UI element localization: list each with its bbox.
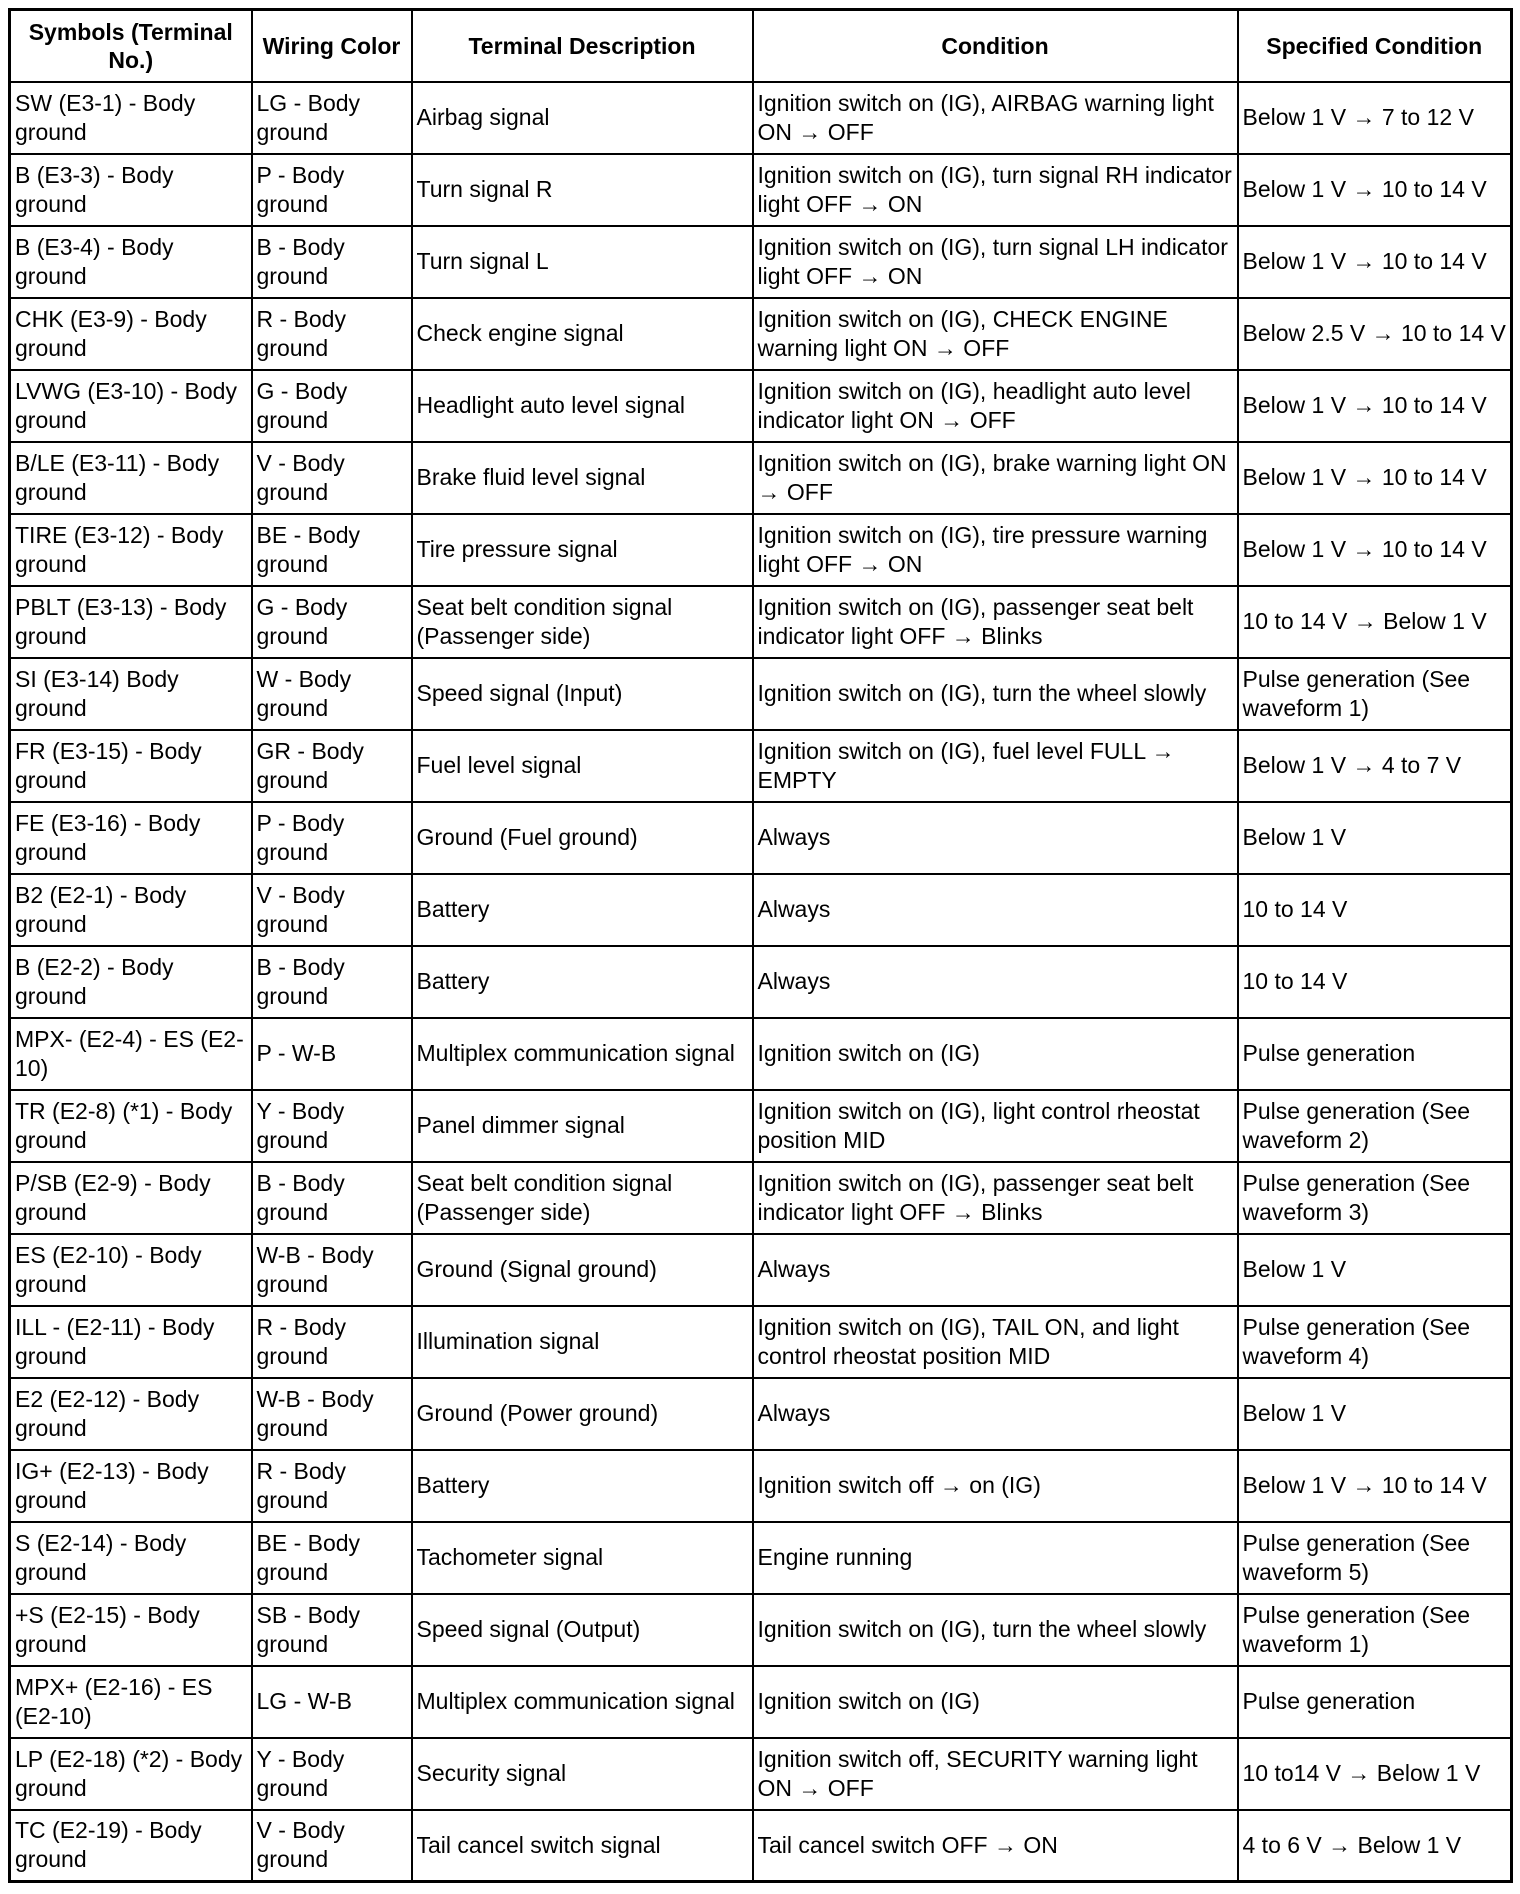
cell-symbol: FR (E3-15) - Body ground bbox=[10, 730, 252, 802]
cell-condition: Ignition switch on (IG), headlight auto level indicator light ON → OFF bbox=[753, 370, 1238, 442]
cell-wiring-color: B - Body ground bbox=[252, 946, 412, 1018]
cell-symbol: CHK (E3-9) - Body ground bbox=[10, 298, 252, 370]
cell-wiring-color: V - Body ground bbox=[252, 874, 412, 946]
cell-specified-condition: 10 to 14 V → Below 1 V bbox=[1238, 586, 1512, 658]
cell-specified-condition: Below 1 V → 10 to 14 V bbox=[1238, 154, 1512, 226]
cell-specified-condition: Pulse generation (See waveform 2) bbox=[1238, 1090, 1512, 1162]
cell-terminal-description: Seat belt condition signal (Passenger side) bbox=[412, 1162, 753, 1234]
cell-wiring-color: R - Body ground bbox=[252, 1450, 412, 1522]
cell-specified-condition: Below 1 V → 7 to 12 V bbox=[1238, 82, 1512, 154]
cell-symbol: B (E3-3) - Body ground bbox=[10, 154, 252, 226]
cell-specified-condition: Below 1 V bbox=[1238, 1234, 1512, 1306]
table-row bbox=[10, 514, 1512, 586]
cell-condition: Ignition switch on (IG), brake warning light ON → OFF bbox=[753, 442, 1238, 514]
cell-terminal-description: Tachometer signal bbox=[412, 1522, 753, 1594]
cell-wiring-color: BE - Body ground bbox=[252, 1522, 412, 1594]
table-row bbox=[10, 946, 1512, 1018]
cell-terminal-description: Tail cancel switch signal bbox=[412, 1810, 753, 1882]
cell-wiring-color: W-B - Body ground bbox=[252, 1234, 412, 1306]
cell-terminal-description: Speed signal (Output) bbox=[412, 1594, 753, 1666]
cell-terminal-description: Turn signal R bbox=[412, 154, 753, 226]
cell-wiring-color: G - Body ground bbox=[252, 370, 412, 442]
cell-condition: Ignition switch on (IG), light control rheostat position MID bbox=[753, 1090, 1238, 1162]
table-row bbox=[10, 442, 1512, 514]
cell-condition: Ignition switch off → on (IG) bbox=[753, 1450, 1238, 1522]
table-row bbox=[10, 298, 1512, 370]
header-row bbox=[10, 10, 1512, 82]
table-row bbox=[10, 1594, 1512, 1666]
cell-symbol: B/LE (E3-11) - Body ground bbox=[10, 442, 252, 514]
cell-symbol: MPX- (E2-4) - ES (E2-10) bbox=[10, 1018, 252, 1090]
cell-condition: Tail cancel switch OFF → ON bbox=[753, 1810, 1238, 1882]
table-row bbox=[10, 1018, 1512, 1090]
cell-condition: Engine running bbox=[753, 1522, 1238, 1594]
cell-wiring-color: GR - Body ground bbox=[252, 730, 412, 802]
cell-wiring-color: V - Body ground bbox=[252, 442, 412, 514]
cell-specified-condition: Pulse generation (See waveform 4) bbox=[1238, 1306, 1512, 1378]
cell-specified-condition: Pulse generation (See waveform 1) bbox=[1238, 1594, 1512, 1666]
cell-terminal-description: Battery bbox=[412, 874, 753, 946]
table-row bbox=[10, 1090, 1512, 1162]
cell-specified-condition: Below 1 V → 4 to 7 V bbox=[1238, 730, 1512, 802]
table-row bbox=[10, 1450, 1512, 1522]
table-row bbox=[10, 226, 1512, 298]
cell-symbol: PBLT (E3-13) - Body ground bbox=[10, 586, 252, 658]
cell-terminal-description: Panel dimmer signal bbox=[412, 1090, 753, 1162]
cell-symbol: LVWG (E3-10) - Body ground bbox=[10, 370, 252, 442]
table-row bbox=[10, 154, 1512, 226]
cell-symbol: E2 (E2-12) - Body ground bbox=[10, 1378, 252, 1450]
cell-terminal-description: Ground (Fuel ground) bbox=[412, 802, 753, 874]
cell-condition: Ignition switch on (IG), turn signal LH indicator light OFF → ON bbox=[753, 226, 1238, 298]
cell-wiring-color: R - Body ground bbox=[252, 1306, 412, 1378]
table-row bbox=[10, 658, 1512, 730]
table-row bbox=[10, 370, 1512, 442]
cell-symbol: FE (E3-16) - Body ground bbox=[10, 802, 252, 874]
cell-condition: Ignition switch on (IG), tire pressure warning light OFF → ON bbox=[753, 514, 1238, 586]
header-symbols: Symbols (Terminal No.) bbox=[10, 10, 252, 82]
cell-specified-condition: Pulse generation bbox=[1238, 1666, 1512, 1738]
cell-specified-condition: Below 1 V bbox=[1238, 1378, 1512, 1450]
cell-terminal-description: Illumination signal bbox=[412, 1306, 753, 1378]
table-row bbox=[10, 1666, 1512, 1738]
table-row bbox=[10, 730, 1512, 802]
cell-symbol: TC (E2-19) - Body ground bbox=[10, 1810, 252, 1882]
cell-specified-condition: Pulse generation (See waveform 5) bbox=[1238, 1522, 1512, 1594]
table-row bbox=[10, 1738, 1512, 1810]
cell-terminal-description: Turn signal L bbox=[412, 226, 753, 298]
cell-terminal-description: Brake fluid level signal bbox=[412, 442, 753, 514]
cell-specified-condition: Below 2.5 V → 10 to 14 V bbox=[1238, 298, 1512, 370]
cell-specified-condition: Below 1 V → 10 to 14 V bbox=[1238, 442, 1512, 514]
cell-symbol: +S (E2-15) - Body ground bbox=[10, 1594, 252, 1666]
table-row bbox=[10, 1162, 1512, 1234]
cell-wiring-color: LG - Body ground bbox=[252, 82, 412, 154]
cell-specified-condition: 10 to 14 V bbox=[1238, 874, 1512, 946]
cell-terminal-description: Battery bbox=[412, 946, 753, 1018]
cell-wiring-color: W - Body ground bbox=[252, 658, 412, 730]
cell-condition: Ignition switch on (IG), turn the wheel slowly bbox=[753, 1594, 1238, 1666]
cell-condition: Ignition switch on (IG), turn signal RH indicator light OFF → ON bbox=[753, 154, 1238, 226]
table-row bbox=[10, 1306, 1512, 1378]
cell-condition: Always bbox=[753, 1234, 1238, 1306]
cell-symbol: S (E2-14) - Body ground bbox=[10, 1522, 252, 1594]
cell-wiring-color: P - W-B bbox=[252, 1018, 412, 1090]
cell-condition: Always bbox=[753, 946, 1238, 1018]
cell-wiring-color: BE - Body ground bbox=[252, 514, 412, 586]
cell-condition: Ignition switch on (IG) bbox=[753, 1666, 1238, 1738]
cell-wiring-color: P - Body ground bbox=[252, 802, 412, 874]
cell-wiring-color: V - Body ground bbox=[252, 1810, 412, 1882]
cell-specified-condition: Pulse generation (See waveform 1) bbox=[1238, 658, 1512, 730]
cell-terminal-description: Speed signal (Input) bbox=[412, 658, 753, 730]
cell-wiring-color: R - Body ground bbox=[252, 298, 412, 370]
terminal-table bbox=[8, 8, 1513, 1883]
cell-symbol: ES (E2-10) - Body ground bbox=[10, 1234, 252, 1306]
cell-symbol: B2 (E2-1) - Body ground bbox=[10, 874, 252, 946]
header-terminal-description: Terminal Description bbox=[412, 10, 753, 82]
cell-condition: Ignition switch on (IG) bbox=[753, 1018, 1238, 1090]
table-row bbox=[10, 586, 1512, 658]
table-row bbox=[10, 874, 1512, 946]
table-row bbox=[10, 82, 1512, 154]
cell-specified-condition: Below 1 V → 10 to 14 V bbox=[1238, 514, 1512, 586]
cell-symbol: TR (E2-8) (*1) - Body ground bbox=[10, 1090, 252, 1162]
cell-condition: Ignition switch on (IG), AIRBAG warning light ON → OFF bbox=[753, 82, 1238, 154]
header-specified-condition: Specified Condition bbox=[1238, 10, 1512, 82]
cell-terminal-description: Battery bbox=[412, 1450, 753, 1522]
cell-wiring-color: LG - W-B bbox=[252, 1666, 412, 1738]
cell-symbol: MPX+ (E2-16) - ES (E2-10) bbox=[10, 1666, 252, 1738]
table-row bbox=[10, 1522, 1512, 1594]
cell-symbol: SW (E3-1) - Body ground bbox=[10, 82, 252, 154]
cell-specified-condition: 4 to 6 V → Below 1 V bbox=[1238, 1810, 1512, 1882]
cell-condition: Always bbox=[753, 1378, 1238, 1450]
cell-specified-condition: Pulse generation (See waveform 3) bbox=[1238, 1162, 1512, 1234]
header-wiring-color: Wiring Color bbox=[252, 10, 412, 82]
table-row bbox=[10, 802, 1512, 874]
cell-terminal-description: Tire pressure signal bbox=[412, 514, 753, 586]
cell-terminal-description: Airbag signal bbox=[412, 82, 753, 154]
cell-terminal-description: Check engine signal bbox=[412, 298, 753, 370]
cell-wiring-color: SB - Body ground bbox=[252, 1594, 412, 1666]
cell-terminal-description: Multiplex communication signal bbox=[412, 1018, 753, 1090]
cell-wiring-color: P - Body ground bbox=[252, 154, 412, 226]
cell-specified-condition: Below 1 V → 10 to 14 V bbox=[1238, 370, 1512, 442]
cell-wiring-color: Y - Body ground bbox=[252, 1738, 412, 1810]
cell-specified-condition: Below 1 V → 10 to 14 V bbox=[1238, 226, 1512, 298]
cell-symbol: B (E2-2) - Body ground bbox=[10, 946, 252, 1018]
cell-symbol: TIRE (E3-12) - Body ground bbox=[10, 514, 252, 586]
cell-wiring-color: G - Body ground bbox=[252, 586, 412, 658]
cell-wiring-color: B - Body ground bbox=[252, 1162, 412, 1234]
cell-terminal-description: Headlight auto level signal bbox=[412, 370, 753, 442]
cell-condition: Ignition switch on (IG), passenger seat belt indicator light OFF → Blinks bbox=[753, 1162, 1238, 1234]
table-row bbox=[10, 1810, 1512, 1882]
header-condition: Condition bbox=[753, 10, 1238, 82]
cell-symbol: ILL - (E2-11) - Body ground bbox=[10, 1306, 252, 1378]
cell-condition: Always bbox=[753, 874, 1238, 946]
cell-specified-condition: 10 to14 V → Below 1 V bbox=[1238, 1738, 1512, 1810]
cell-condition: Ignition switch on (IG), TAIL ON, and light control rheostat position MID bbox=[753, 1306, 1238, 1378]
cell-condition: Ignition switch on (IG), CHECK ENGINE warning light ON → OFF bbox=[753, 298, 1238, 370]
cell-specified-condition: 10 to 14 V bbox=[1238, 946, 1512, 1018]
cell-wiring-color: Y - Body ground bbox=[252, 1090, 412, 1162]
cell-symbol: B (E3-4) - Body ground bbox=[10, 226, 252, 298]
table-row bbox=[10, 1234, 1512, 1306]
cell-specified-condition: Below 1 V bbox=[1238, 802, 1512, 874]
table-row bbox=[10, 1378, 1512, 1450]
cell-condition: Ignition switch on (IG), turn the wheel slowly bbox=[753, 658, 1238, 730]
cell-terminal-description: Multiplex communication signal bbox=[412, 1666, 753, 1738]
cell-wiring-color: W-B - Body ground bbox=[252, 1378, 412, 1450]
cell-terminal-description: Seat belt condition signal (Passenger side) bbox=[412, 586, 753, 658]
cell-condition: Ignition switch on (IG), fuel level FULL → EMPTY bbox=[753, 730, 1238, 802]
cell-symbol: IG+ (E2-13) - Body ground bbox=[10, 1450, 252, 1522]
cell-specified-condition: Below 1 V → 10 to 14 V bbox=[1238, 1450, 1512, 1522]
cell-wiring-color: B - Body ground bbox=[252, 226, 412, 298]
cell-condition: Ignition switch off, SECURITY warning light ON → OFF bbox=[753, 1738, 1238, 1810]
cell-condition: Ignition switch on (IG), passenger seat belt indicator light OFF → Blinks bbox=[753, 586, 1238, 658]
cell-terminal-description: Fuel level signal bbox=[412, 730, 753, 802]
cell-terminal-description: Ground (Power ground) bbox=[412, 1378, 753, 1450]
table-body bbox=[10, 82, 1512, 1882]
cell-symbol: P/SB (E2-9) - Body ground bbox=[10, 1162, 252, 1234]
cell-specified-condition: Pulse generation bbox=[1238, 1018, 1512, 1090]
cell-symbol: SI (E3-14) Body ground bbox=[10, 658, 252, 730]
cell-symbol: LP (E2-18) (*2) - Body ground bbox=[10, 1738, 252, 1810]
cell-terminal-description: Ground (Signal ground) bbox=[412, 1234, 753, 1306]
cell-terminal-description: Security signal bbox=[412, 1738, 753, 1810]
cell-condition: Always bbox=[753, 802, 1238, 874]
